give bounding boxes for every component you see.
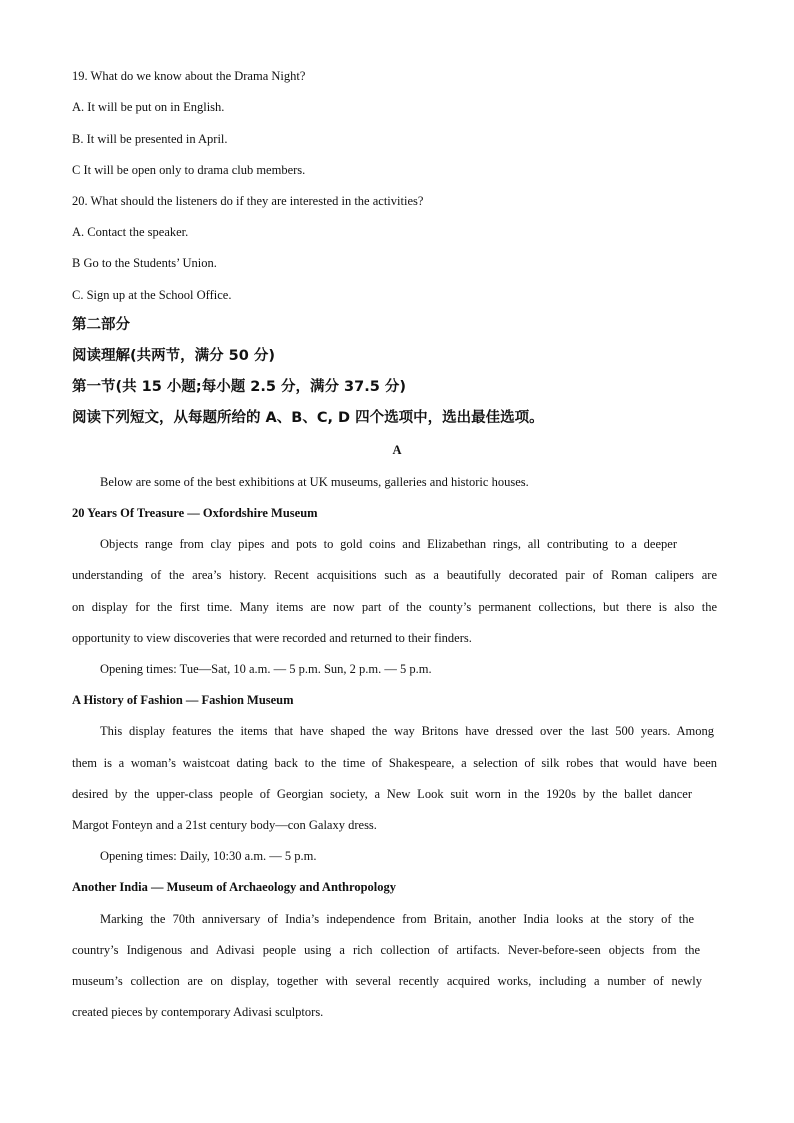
exhibition-2-line: This display features the items that have shaped the way Britons have dressed over the last 500 years. Among bbox=[100, 724, 714, 738]
question-19-option-c: C It will be open only to drama club members. bbox=[72, 163, 306, 177]
question-20-option-a: A. Contact the speaker. bbox=[72, 225, 189, 239]
exhibition-2-line: desired by the upper-class people of Georgian society, a New Look suit worn in the 1920s by the ballet dancer bbox=[72, 787, 692, 801]
exhibition-2-line: Margot Fonteyn and a 21st century body—con Galaxy dress. bbox=[72, 818, 377, 832]
instruction: 阅读下列短文，从每题所给的 A、B、C, D 四个选项中，选出最佳选项。 bbox=[72, 410, 544, 426]
exhibition-3-line: Marking the 70th anniversary of India’s independence from Britain, another India looks at the story of the bbox=[100, 912, 694, 926]
exhibition-3-line: country’s Indigenous and Adivasi people using a rich collection of artifacts. Never-before-seen objects from the bbox=[72, 943, 700, 957]
exhibition-2-line: them is a woman’s waistcoat dating back to the time of Shakespeare, a selection of silk robes that would have been bbox=[72, 756, 717, 770]
passage-letter: A bbox=[392, 443, 402, 457]
exhibition-1-line: Objects range from clay pipes and pots to gold coins and Elizabethan rings, all contributing to a deeper bbox=[100, 537, 677, 551]
exhibition-1-line: understanding of the area’s history. Recent acquisitions such as a beautifully decorated pair of Roman calipers are bbox=[72, 568, 717, 582]
question-19-stem: 19. What do we know about the Drama Night? bbox=[72, 69, 306, 83]
question-19-option-a: A. It will be put on in English. bbox=[72, 100, 225, 114]
exhibition-2-hours: Opening times: Daily, 10:30 a.m. — 5 p.m. bbox=[100, 849, 317, 863]
exhibition-3-line: museum’s collection are on display, together with several recently acquired works, including a number of newly bbox=[72, 974, 702, 988]
part-heading: 第二部分 bbox=[72, 317, 130, 333]
exhibition-1-hours: Opening times: Tue—Sat, 10 a.m. — 5 p.m. Sun, 2 p.m. — 5 p.m. bbox=[100, 662, 432, 676]
section1-heading: 第一节(共 15 小题;每小题 2.5 分，满分 37.5 分) bbox=[72, 379, 406, 395]
exhibition-3-line: created pieces by contemporary Adivasi sculptors. bbox=[72, 1005, 324, 1019]
exhibition-3-title: Another India — Museum of Archaeology and Anthropology bbox=[72, 880, 397, 894]
exhibition-1-title: 20 Years Of Treasure — Oxfordshire Museum bbox=[72, 506, 318, 520]
question-20-option-b: B Go to the Students’ Union. bbox=[72, 256, 217, 270]
exhibition-2-title: A History of Fashion — Fashion Museum bbox=[72, 693, 294, 707]
question-20-stem: 20. What should the listeners do if they are interested in the activities? bbox=[72, 194, 424, 208]
exhibition-1-line: opportunity to view discoveries that were recorded and returned to their finders. bbox=[72, 631, 472, 645]
question-20-option-c: C. Sign up at the School Office. bbox=[72, 288, 232, 302]
question-19-option-b: B. It will be presented in April. bbox=[72, 132, 228, 146]
reading-heading: 阅读理解(共两节，满分 50 分) bbox=[72, 348, 276, 364]
passage-intro: Below are some of the best exhibitions at UK museums, galleries and historic houses. bbox=[100, 475, 529, 489]
exhibition-1-line: on display for the first time. Many items are now part of the county’s permanent collections, but there is also the bbox=[72, 600, 717, 614]
